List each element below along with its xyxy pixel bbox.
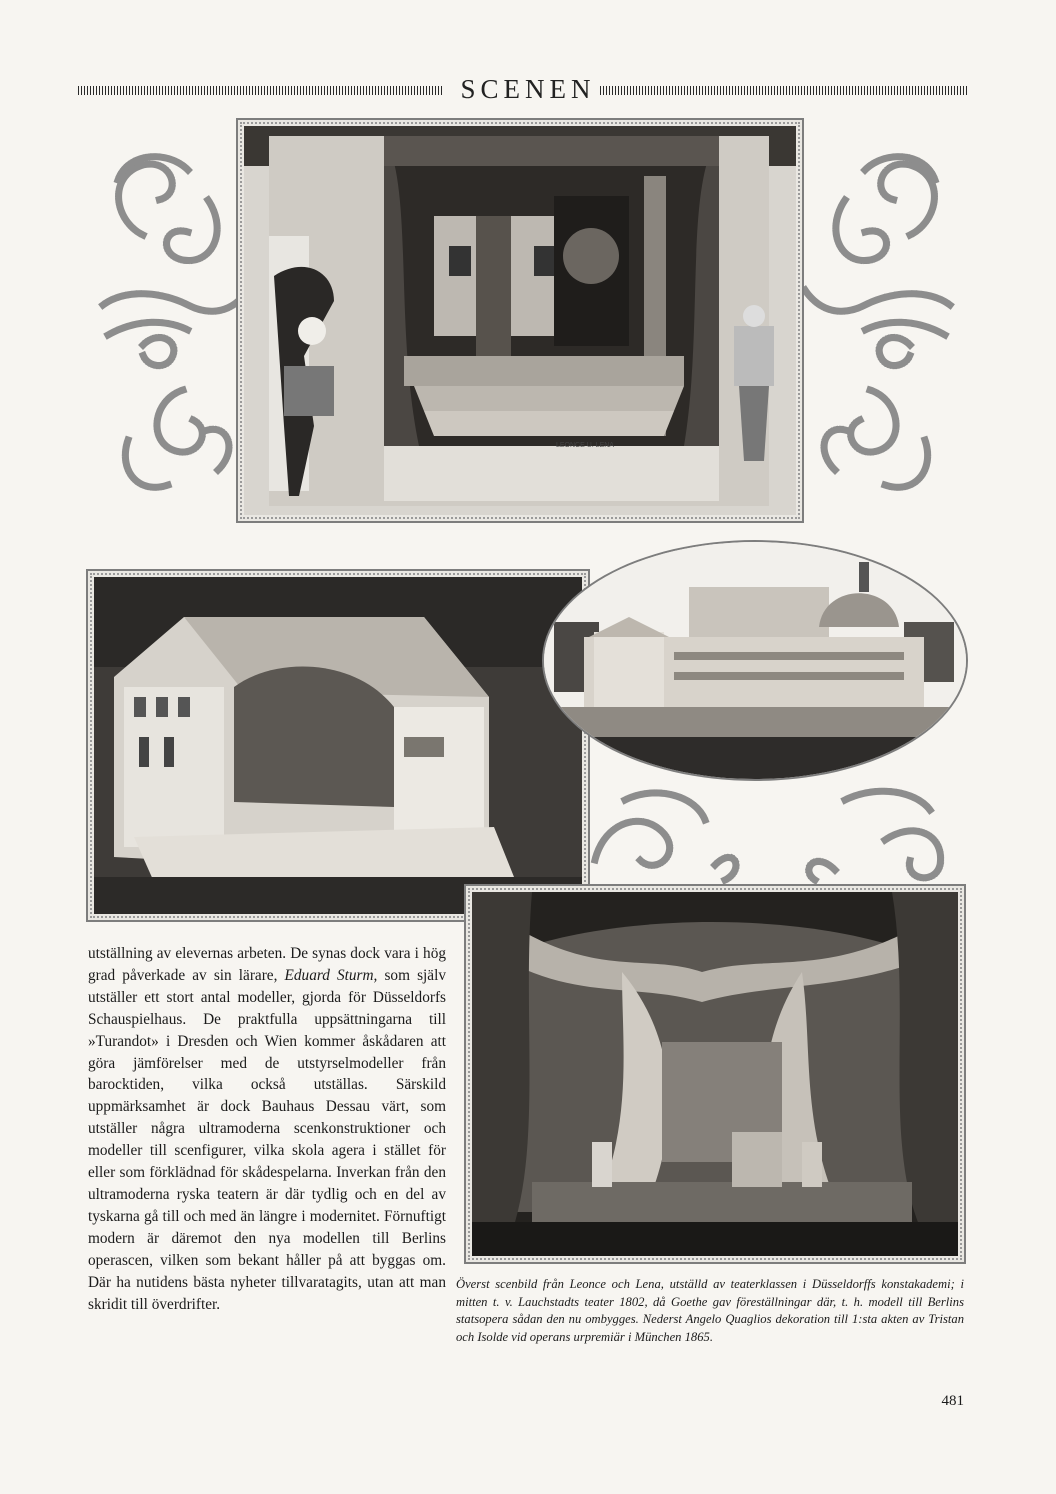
opera-house-model-icon bbox=[544, 542, 966, 779]
article-paragraph bbox=[88, 943, 446, 1315]
left-scroll-ornament-icon bbox=[88, 140, 253, 510]
opera-decoration-photo bbox=[464, 884, 966, 1264]
opera-stage-decoration-icon bbox=[472, 892, 958, 1256]
header-rule-left bbox=[78, 86, 444, 95]
theatre-cutaway-photo bbox=[86, 569, 590, 922]
article-name-emphasis: Eduard Sturm, bbox=[284, 966, 378, 984]
right-scroll-ornament-icon bbox=[800, 140, 965, 510]
stage-model-label: LEONCE U. LENA bbox=[556, 442, 614, 449]
article-body bbox=[88, 943, 446, 1315]
header-rule-right bbox=[600, 86, 968, 95]
page-number: 481 bbox=[941, 1393, 964, 1409]
opera-house-photo bbox=[542, 540, 968, 781]
photo-caption: Överst scenbild från Leonce och Lena, utställd av teaterklassen i Düsseldorffs konstakademi; i mitten t. v. Lauchstadts teater 1802, då Goethe gav föreställningar där, t. h. modell till Berlins statsopera sådan den nu ombygges. Nederst Angelo Quaglios dekoration till 1:sta akten av Tristan och Isolde vid operans urpremiär i München 1865. bbox=[456, 1277, 964, 1344]
top-stage-photo bbox=[236, 118, 804, 523]
page-header-title: SCENEN bbox=[460, 74, 596, 104]
stage-model-photo-icon bbox=[244, 126, 796, 515]
article-text-start: utställning av elevernas arbeten. De synas dock vara i hög grad påverkade av sin lärare, bbox=[88, 945, 446, 984]
theatre-cutaway-model-icon bbox=[94, 577, 582, 914]
article-text-rest: som själv utställer ett stort antal modeller, gjorda för Düsseldorfs Schauspielhaus. De praktfulla uppsättningarna till »Turandot» i Dresden och Wien kommer åskådaren att göra jämförelser med de utstyrselmodeller från barocktiden, vilka också utställas. Särskild uppmärksamhet är dock Bauhaus Dessau värt, som utställer några ultramoderna scenkonstruktioner och modeller till scenfigurer, vilka skola agera i stället för eller som förklädnad för skådespelarna. Inverkan från den ultramoderna ryska teatern är där tydlig och en del av tyskarna gå till och med än längre i modernitet. Förnuftigt modern är däremot den nya modellen till Berlins operascen, vilken som bekant håller på att byggas om. Där ha nutidens bästa nyheter tillvaratagits, utan att man skridit till överdrifter. bbox=[88, 966, 446, 1313]
bottom-right-scroll-ornament-icon bbox=[585, 780, 965, 890]
